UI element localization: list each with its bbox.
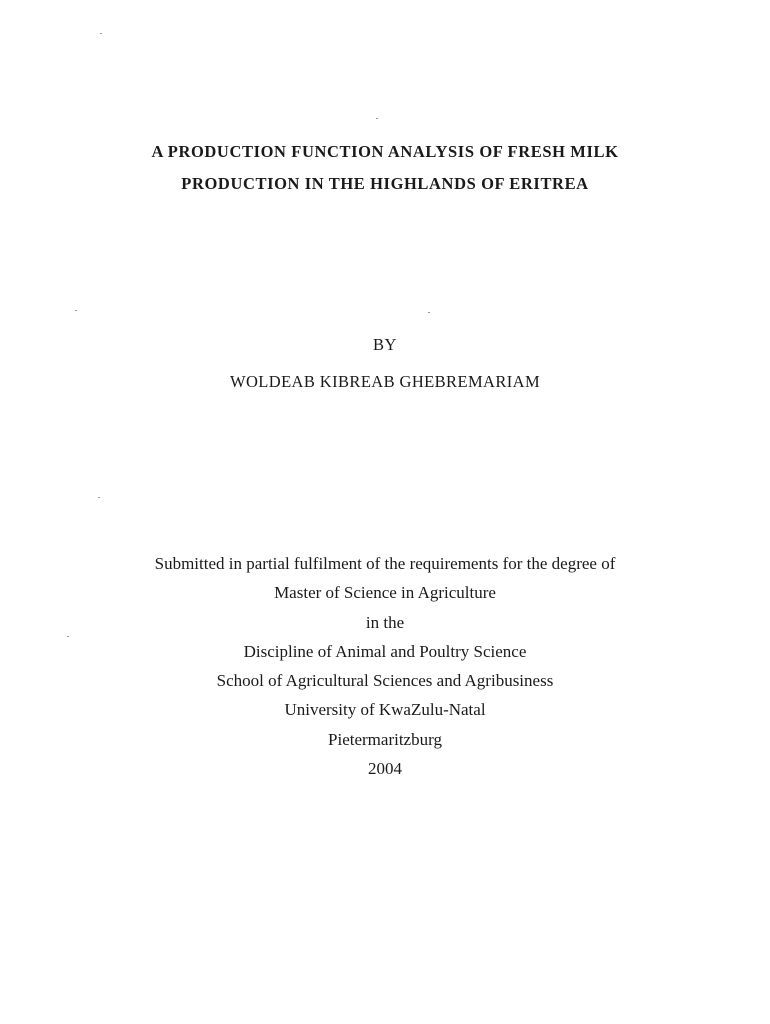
title-line-2: PRODUCTION IN THE HIGHLANDS OF ERITREA bbox=[181, 174, 589, 193]
scan-speck bbox=[100, 33, 102, 34]
discipline-name: Discipline of Animal and Poultry Science bbox=[243, 641, 527, 661]
in-the-text: in the bbox=[365, 612, 405, 632]
submission-year: 2004 bbox=[368, 759, 402, 779]
degree-name: Master of Science in Agriculture bbox=[274, 583, 496, 603]
title-line-1: A PRODUCTION FUNCTION ANALYSIS OF FRESH MILK bbox=[151, 142, 619, 161]
submission-statement bbox=[0, 549, 770, 783]
author-name: WOLDEAB KIBREAB GHEBREMARIAM bbox=[229, 372, 541, 391]
city-name: Pietermaritzburg bbox=[328, 729, 442, 749]
university-name: University of KwaZulu-Natal bbox=[284, 700, 486, 720]
submission-degree-statement: Submitted in partial fulfilment of the requirements for the degree of bbox=[154, 554, 616, 573]
thesis-title bbox=[0, 136, 770, 200]
scan-speck bbox=[75, 310, 77, 311]
scan-speck bbox=[67, 636, 69, 637]
by-label: BY bbox=[373, 335, 397, 354]
school-name: School of Agricultural Sciences and Agribusiness bbox=[216, 671, 554, 691]
scan-speck bbox=[428, 312, 430, 313]
scan-speck bbox=[98, 497, 100, 498]
scan-speck bbox=[376, 118, 378, 119]
